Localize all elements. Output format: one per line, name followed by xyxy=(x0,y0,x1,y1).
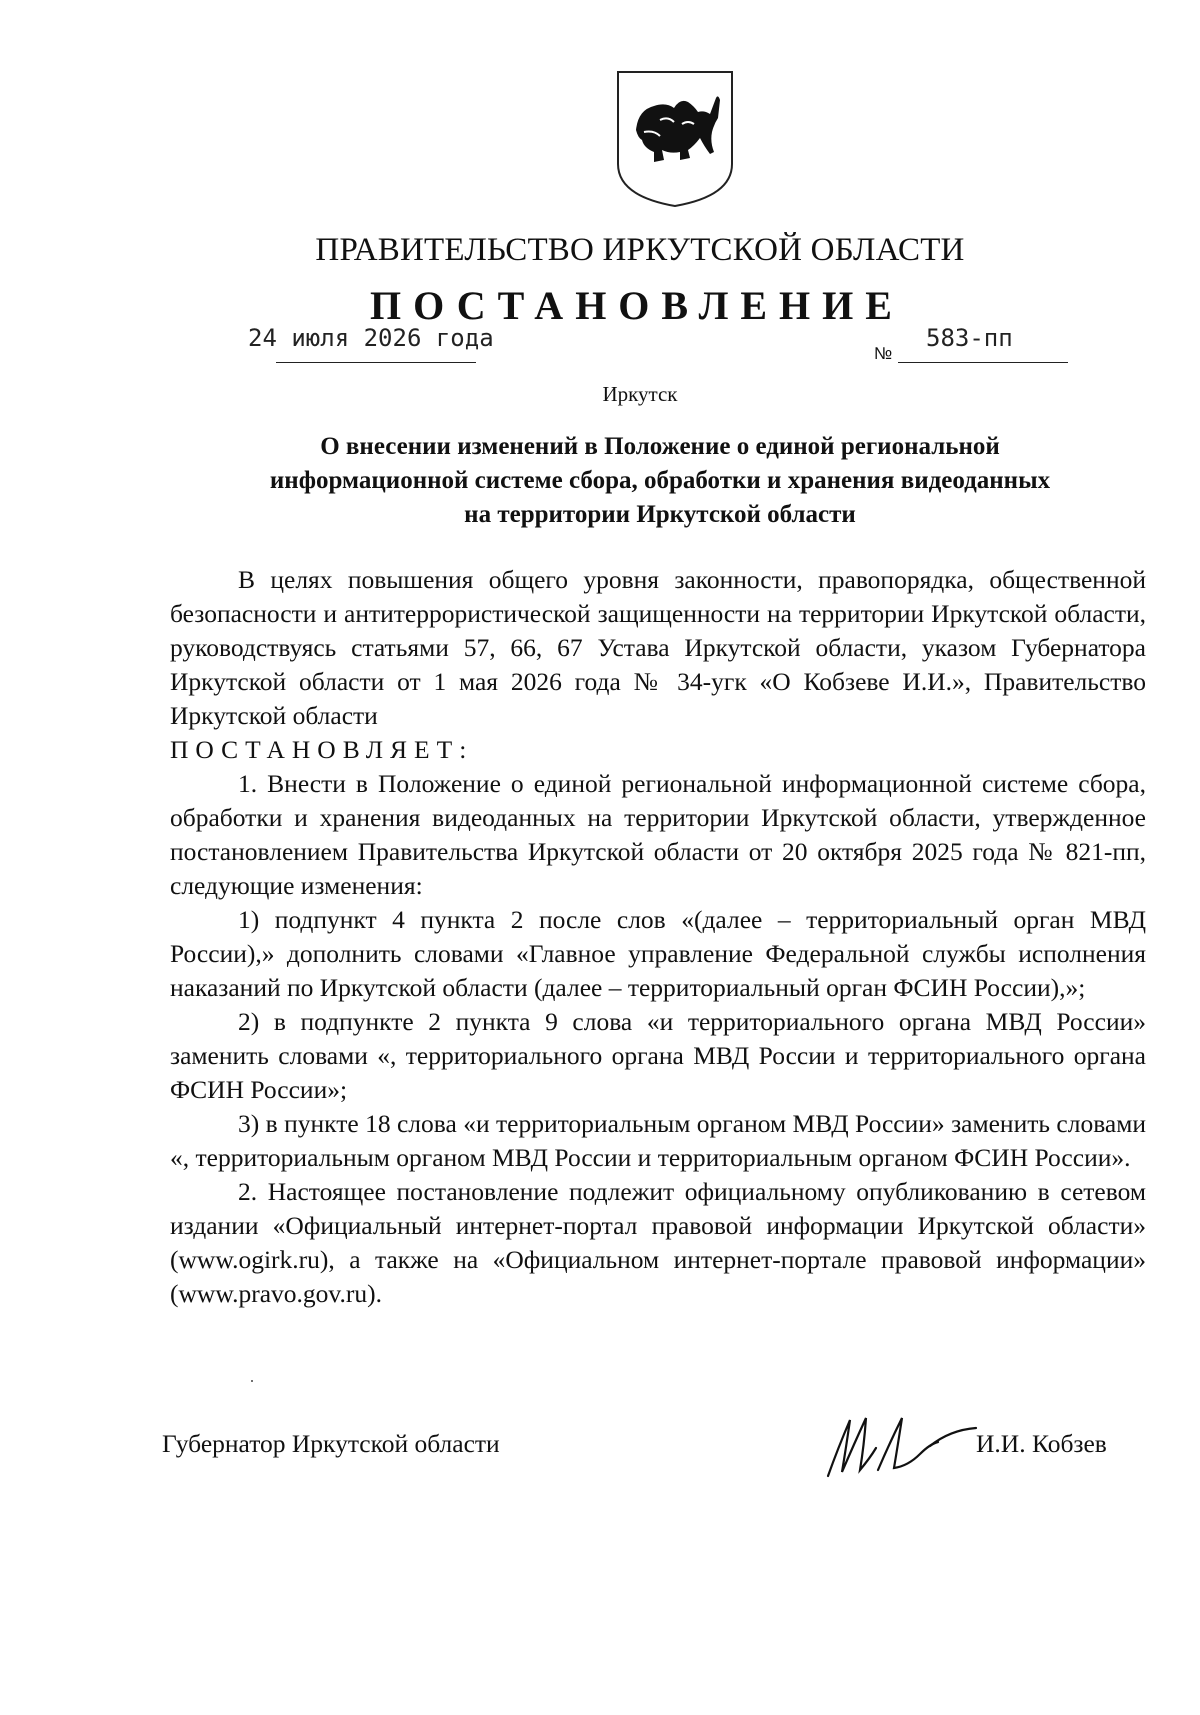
government-title: ПРАВИТЕЛЬСТВО ИРКУТСКОЙ ОБЛАСТИ xyxy=(315,232,965,268)
document-number: 583-пп xyxy=(926,324,1013,352)
document-type: ПОСТАНОВЛЕНИЕ xyxy=(370,283,904,328)
preamble-paragraph: В целях повышения общего уровня законности, правопорядка, общественной безопасности и антитеррористической защищенности на территории Иркутской области, руководствуясь статьями 57, 66, 67 Устава Иркутской области, указом Губернатора Иркутской области от 1 мая 2026 года № 34-угк «О Кобзеве И.И.», Правительство Иркутской области xyxy=(170,565,1146,730)
subject-line: на территории Иркутской области xyxy=(464,501,856,528)
document-body xyxy=(170,563,1146,1311)
number-underline xyxy=(898,362,1068,363)
item-1-3-paragraph: 3) в пункте 18 слова «и территориальным органом МВД России» заменить словами «, территориальным органом МВД России и территориальным органом ФСИН России». xyxy=(170,1109,1146,1172)
item-1-paragraph: 1. Внести в Положение о единой региональной информационной системе сбора, обработки и хранения видеоданных на территории Иркутской области, утвержденное постановлением Правительства Иркутской области от 20 октября 2025 года № 821-пп, следующие изменения: xyxy=(170,769,1146,900)
item-1-1-paragraph: 1) подпункт 4 пункта 2 после слов «(далее – территориальный орган МВД России),» дополнить словами «Главное управление Федеральной службы исполнения наказаний по Иркутской области (далее – территориальный орган ФСИН России),»; xyxy=(170,905,1146,1002)
coat-of-arms-emblem xyxy=(614,68,736,210)
number-label: № xyxy=(874,344,893,363)
signer-position: Губернатор Иркутской области xyxy=(162,1429,500,1458)
item-1-2-paragraph: 2) в подпункте 2 пункта 9 слова «и территориального органа МВД России» заменить словами «, территориального органа МВД России и территориального органа ФСИН России»; xyxy=(170,1007,1146,1104)
signer-name: И.И. Кобзев xyxy=(976,1429,1107,1458)
subject-line: О внесении изменений в Положение о единой региональной xyxy=(320,433,1000,460)
subject-line: информационной системе сбора, обработки и хранения видеоданных xyxy=(269,467,1051,494)
document-subject xyxy=(170,430,1150,532)
city-name: Иркутск xyxy=(602,382,678,406)
scan-dot xyxy=(251,1380,253,1382)
document-date: 24 июля 2026 года xyxy=(248,324,494,352)
handwritten-signature xyxy=(820,1398,980,1488)
decree-word: ПОСТАНОВЛЯЕТ: xyxy=(170,735,474,764)
date-underline xyxy=(276,362,476,363)
item-2-paragraph: 2. Настоящее постановление подлежит официальному опубликованию в сетевом издании «Официальный интернет-портал правовой информации Иркутской области» (www.ogirk.ru), а также на «Официальном интернет-портале правовой информации» (www.pravo.gov.ru). xyxy=(170,1177,1146,1308)
